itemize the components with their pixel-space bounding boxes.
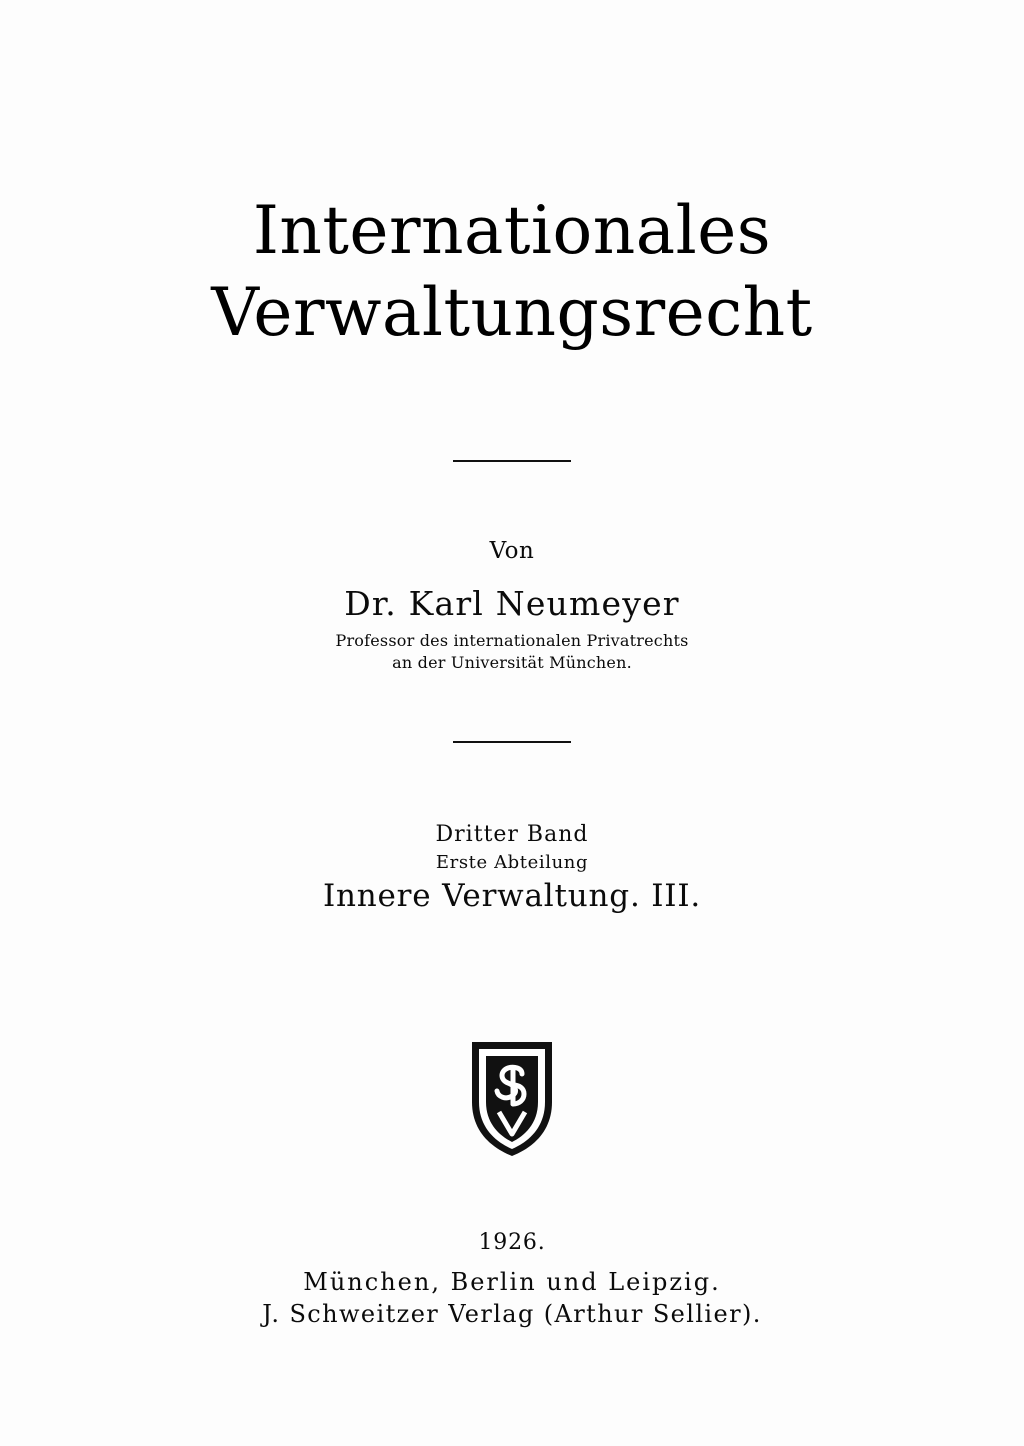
publication-year: 1926. — [478, 1230, 546, 1255]
rule-shape — [453, 741, 571, 743]
title-line-1: Internationales — [252, 192, 772, 269]
divider-upper — [0, 460, 1024, 462]
author-name: Dr. Karl Neumeyer — [344, 584, 680, 623]
divider-lower — [0, 741, 1024, 743]
publisher-logo — [0, 1040, 1024, 1163]
volume-label: Dritter Band — [435, 822, 589, 847]
page-title — [0, 192, 1024, 351]
title-line-2: Verwaltungsrecht — [211, 273, 813, 351]
shield-icon — [466, 1040, 558, 1158]
publication-cities: München, Berlin und Leipzig. — [303, 1268, 721, 1296]
affiliation-line-1: Professor des internationalen Privatrechts — [335, 631, 689, 650]
affiliation-line-2: an der Universität München. — [392, 652, 632, 672]
author-affiliation — [0, 630, 1024, 673]
section-label: Erste Abteilung — [435, 852, 589, 873]
by-label: Von — [489, 538, 535, 564]
part-title: Innere Verwaltung. III. — [322, 878, 702, 914]
rule-shape — [453, 460, 571, 462]
publisher-name: J. Schweitzer Verlag (Arthur Sellier). — [262, 1300, 762, 1328]
